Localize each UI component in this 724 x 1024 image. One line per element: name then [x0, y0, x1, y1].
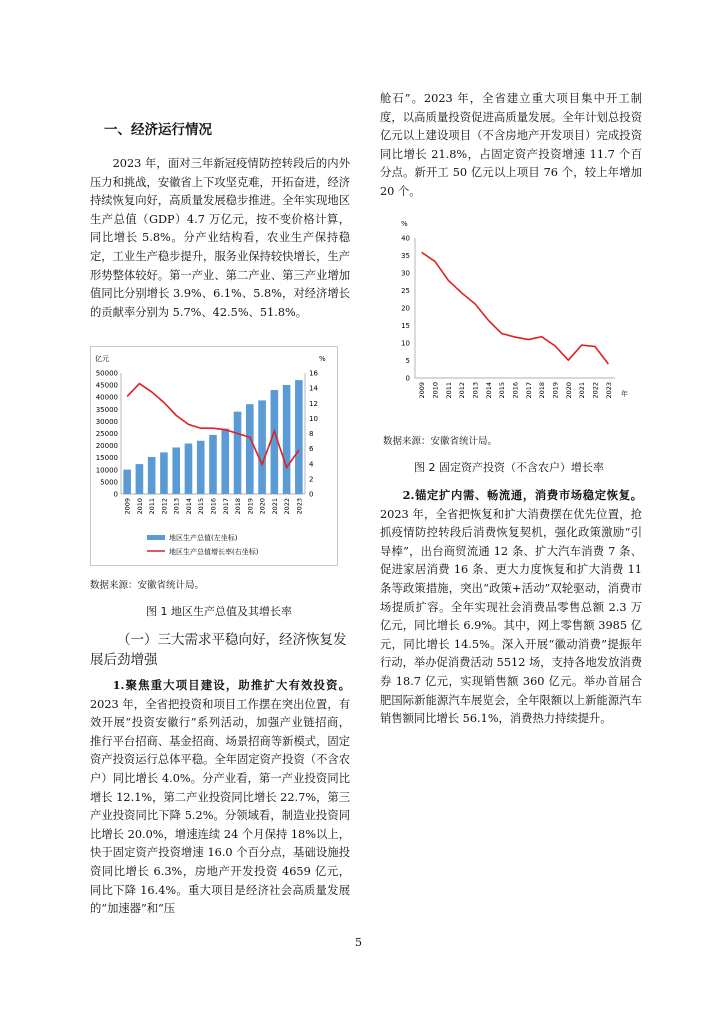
section-title: 一、经济运行情况 [104, 122, 212, 138]
legend-bar-label: 地区生产总值(左坐标) [169, 534, 238, 542]
left-tick-label: 20000 [95, 442, 118, 451]
invest-paragraph-body: 2023 年，全省把投资和项目工作摆在突出位置，有效开展“投资安徽行”系列活动，加强产业链招商，推行平台招商、基金招商、场景招商等新模式，固定资产投资运行总体平稳。全年固定资产投资（不含农户）同比增长 4.0%。分产业看，第一产业投资同比增长 12.1%，第二产业投资同比增长 22.7%，第三产业投资同比下降 5.2%。分领域看，制造业投资同比增长 20.0%，增速连续 24 个月保持 18%以上，快于固定资产投资增速 16.0 个百分点，基础设施投资同比增长 6.3%，房地产开发投资 4659 亿元，同比下降 16.4%。重大项目是经济社会高质量发展的“加速器”和“压 [90, 697, 350, 916]
x-tick-label: 2018 [234, 498, 243, 515]
gdp-bar [271, 390, 279, 494]
gdp-bar [295, 380, 303, 494]
y-tick-label: 30 [401, 269, 410, 278]
x-tick-label: 2019 [246, 498, 255, 515]
x-tick-label: 2013 [471, 382, 480, 399]
x-tick-label: 2010 [431, 382, 440, 399]
x-tick-label: 2022 [591, 382, 600, 399]
gdp-bar [136, 464, 144, 494]
x-tick-label: 2013 [172, 498, 181, 515]
y-tick-label: 15 [401, 322, 410, 330]
right-tick-label: 0 [309, 490, 314, 499]
y-tick-label: 0 [405, 374, 410, 383]
invest-paragraph [90, 676, 350, 919]
gdp-bar [246, 404, 254, 494]
x-tick-label: 2019 [551, 382, 560, 399]
gdp-bar [234, 412, 242, 494]
x-axis-unit: 年 [621, 390, 628, 398]
x-tick-label: 2016 [511, 382, 520, 399]
gdp-bar [258, 400, 266, 494]
gdp-bar [283, 385, 291, 494]
x-tick-label: 2021 [270, 498, 279, 515]
intro-paragraph-block [90, 155, 350, 322]
right-tick-label: 12 [309, 399, 318, 408]
y-tick-label: 5 [405, 357, 410, 365]
y-tick-label: 35 [401, 252, 410, 260]
gdp-bar [185, 444, 193, 494]
y-tick-label: 40 [401, 234, 410, 243]
right-axis-unit: % [319, 355, 326, 363]
x-tick-label: 2020 [564, 382, 573, 399]
figure-2-source: 数据来源：安徽省统计局。 [383, 436, 498, 447]
x-tick-label: 2012 [160, 498, 169, 515]
x-tick-label: 2018 [538, 382, 547, 399]
right-tick-label: 2 [309, 475, 314, 484]
x-tick-label: 2009 [123, 498, 132, 515]
figure-2-chart [383, 212, 633, 420]
invest-paragraph-block [90, 676, 350, 919]
investment-growth-chart-svg [383, 212, 633, 420]
x-tick-label: 2023 [604, 382, 613, 399]
legend-line-label: 地区生产总值增长率(右坐标) [169, 548, 259, 556]
left-tick-label: 5000 [100, 478, 118, 487]
left-tick-label: 50000 [95, 369, 118, 378]
right-tick-label: 8 [309, 430, 314, 438]
gdp-bar [221, 429, 229, 494]
left-tick-label: 10000 [95, 466, 118, 475]
right-tick-label: 10 [309, 414, 318, 423]
gdp-bar [160, 452, 168, 494]
x-tick-label: 2010 [135, 498, 144, 515]
right-tick-label: 16 [309, 369, 318, 378]
consume-paragraph [380, 486, 642, 729]
x-tick-label: 2021 [578, 382, 587, 399]
figure-1-source: 数据来源：安徽省统计局。 [90, 580, 205, 591]
x-tick-label: 2020 [258, 498, 267, 515]
intro-paragraph: 2023 年，面对三年新冠疫情防控转段后的内外压力和挑战，安徽省上下攻坚克难，开拓奋进，经济持续恢复向好，高质量发展稳步推进。全年实现地区生产总值（GDP）4.7 万亿元，按不变价格计算，同比增长 5.8%。分产业结构看，农业生产保持稳定，工业生产稳步提升，服务业保持较快增长，生产形势整体较好。第一产业、第二产业、第三产业增加值同比分别增长 3.9%、6.1%、5.8%，对经济增长的贡献率分别为 5.7%、42.5%、51.8%。 [90, 157, 350, 319]
left-tick-label: 15000 [95, 454, 118, 463]
investment-growth-line [422, 252, 609, 364]
gdp-bar [172, 447, 180, 494]
right-top-paragraph: 舱石”。2023 年，全省建立重大项目集中开工制度，以高质量投资促进高质量发展。全年计划总投资亿元以上建设项目（不含房地产开发项目）完成投资同比增长 21.8%，占固定资产投资增速 11.7 个百分点。新开工 50 亿元以上项目 76 个，较上年增加 20 个。 [380, 92, 642, 198]
y-tick-label: 25 [401, 287, 410, 295]
left-tick-label: 40000 [95, 393, 118, 402]
left-tick-label: 30000 [95, 417, 118, 426]
gdp-bar [148, 457, 156, 494]
x-tick-label: 2015 [197, 498, 206, 515]
left-tick-label: 35000 [95, 405, 118, 414]
x-tick-label: 2023 [295, 498, 304, 515]
left-axis-unit: 亿元 [95, 355, 109, 363]
x-tick-label: 2015 [498, 382, 507, 399]
consume-paragraph-block [380, 486, 642, 729]
y-tick-label: 10 [401, 339, 410, 348]
legend-bar-swatch [147, 535, 165, 540]
y-tick-label: 20 [401, 304, 410, 313]
x-tick-label: 2016 [209, 498, 218, 515]
x-tick-label: 2014 [184, 498, 193, 515]
gdp-chart-svg [91, 347, 337, 565]
x-tick-label: 2012 [458, 382, 467, 399]
y-axis-unit: % [401, 220, 408, 228]
consume-paragraph-head: 2.锚定扩内需、畅流通，消费市场稳定恢复。 [402, 488, 642, 502]
consume-paragraph-body: 2023 年，全省把恢复和扩大消费摆在优先位置，抢抓疫情防控转段后消费恢复契机，强化政策激励“引导棒”，出台商贸流通 12 条、扩大汽车消费 7 条、促进家居消费 16 条、更大力度恢复和扩大消费 11 条等政策措施，突出“政策+活动”双轮驱动，消费市场提质扩容。全年实现社会消费品零售总额 2.3 万亿元，同比增长 6.9%。其中，网上零售额 3985 亿元，同比增长 14.5%。深入开展“徽动消费”提振年行动，举办促消费活动 5512 场，支持各地发放消费券 18.7 亿元，实现销售额 360 亿元。举办首届合肥国际新能源汽车展览会，全年限额以上新能源汽车销售额同比增长 56.1%，消费热力持续提升。 [380, 507, 642, 726]
right-top-paragraph-block [380, 90, 642, 202]
x-tick-label: 2017 [221, 498, 230, 515]
invest-paragraph-head: 1.聚焦重大项目建设，助推扩大有效投资。 [112, 678, 350, 692]
gdp-bar [197, 441, 205, 494]
x-tick-label: 2014 [484, 382, 493, 399]
subsection-1-title: （一）三大需求平稳向好，经济恢复发展后劲增强 [90, 632, 347, 668]
x-tick-label: 2009 [418, 382, 427, 399]
right-tick-label: 14 [309, 384, 318, 393]
x-tick-label: 2011 [444, 382, 453, 399]
page-number: 5 [355, 936, 362, 949]
figure-1-caption: 图 1 地区生产总值及其增长率 [146, 605, 292, 618]
left-tick-label: 45000 [95, 381, 118, 390]
gdp-bar [209, 435, 217, 494]
figure-2-caption: 图 2 固定资产投资（不含农户）增长率 [414, 461, 604, 474]
right-tick-label: 4 [309, 460, 314, 469]
left-tick-label: 25000 [95, 430, 118, 438]
gdp-bar [123, 470, 131, 494]
left-tick-label: 0 [113, 490, 118, 499]
figure-1-chart [90, 346, 338, 566]
x-tick-label: 2022 [283, 498, 292, 515]
x-tick-label: 2011 [148, 498, 157, 515]
x-tick-label: 2017 [524, 382, 533, 399]
right-tick-label: 6 [309, 445, 314, 454]
